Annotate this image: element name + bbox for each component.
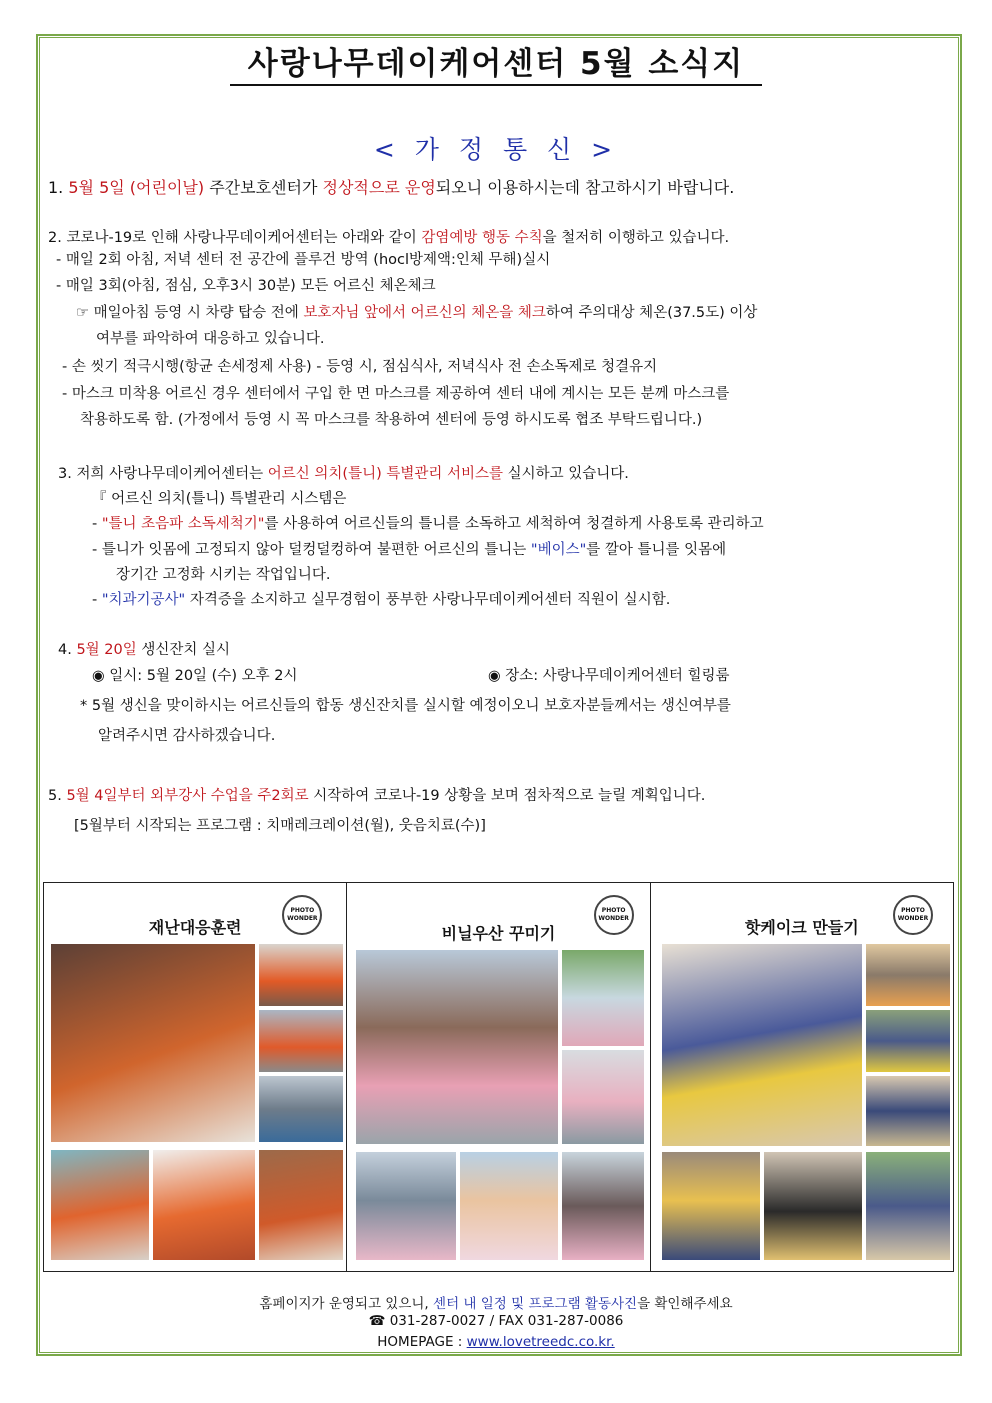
item-2-line-3: - 매일 3회(아침, 점심, 오후3시 30분) 모든 어르신 체온체크 [56,278,436,294]
footer-homepage: HOMEPAGE : www.lovetreedc.co.kr. [377,1334,615,1350]
item-1: 1. 5월 5일 (어린이날) 주간보호센터가 정상적으로 운영되오니 이용하시는데 참고하시기 바랍니다. [48,178,735,197]
item-4-date: ◉ 일시: 5월 20일 (수) 오후 2시 [92,668,298,684]
item-3-line-4: - 틀니가 잇몸에 고정되지 않아 덜컹덜컹하여 불편한 어르신의 틀니는 "베이스"를 깔아 틀니를 잇몸에 [92,542,727,558]
photo-panel-pancake [651,883,953,1271]
photo-wonder-logo: PHOTO WONDER [893,895,933,935]
item-3-line-1: 3. 저희 사랑나무데이케어센터는 어르신 의치(틀니) 특별관리 서비스를 실시하고 있습니다. [58,466,629,482]
item-2-line-8: 착용하도록 함. (가정에서 등영 시 꼭 마스크를 착용하여 센터에 등영 하시도록 협조 부탁드립니다.) [80,412,703,428]
footer-contact: ☎ 031-287-0027 / FAX 031-287-0086 [368,1313,624,1329]
item-2-line-5: 여부를 파악하여 대응하고 있습니다. [96,331,325,347]
item-4-line-3: * 5월 생신을 맞이하시는 어르신들의 합동 생신잔치를 실시할 예정이오니 보호자분들께서는 생신여부를 [80,698,731,714]
item-4-place: ◉ 장소: 사랑나무데이케어센터 힐링룸 [488,668,730,684]
item-2-line-1: 2. 코로나-19로 인해 사랑나무데이케어센터는 아래와 같이 감염예방 행동 수칙을 철저히 이행하고 있습니다. [48,230,730,246]
item-2-line-6: - 손 씻기 적극시행(항균 손세정제 사용) - 등영 시, 점심식사, 저녁식사 전 손소독제로 청결유지 [62,359,658,375]
photo-image [763,1151,863,1261]
footer-notice: 홈페이지가 운영되고 있으니, 센터 내 일정 및 프로그램 활동사진을 확인해주세요 [259,1296,733,1312]
photo-panel-title: 핫케이크 만들기 [744,918,859,937]
item-2-line-4: ☞ 매일아침 등영 시 차량 탑승 전에 보호자님 앞에서 어르신의 체온을 체크하여 주의대상 체온(37.5도) 이상 [76,305,758,321]
photo-image [50,943,256,1143]
photo-wonder-logo: PHOTO WONDER [594,895,634,935]
photo-image [152,1149,256,1261]
photo-image [258,1009,344,1073]
photo-image [355,949,559,1145]
photo-image [561,949,645,1047]
photo-image [865,1009,951,1073]
item-3-line-5: 장기간 고정화 시키는 작업입니다. [116,567,331,583]
item-2-line-2: - 매일 2회 아침, 저녁 센터 전 공간에 플루건 방역 (hocl방제액:인체 무해)실시 [56,252,551,268]
photo-image [865,1151,951,1261]
item-4-line-4: 알려주시면 감사하겠습니다. [98,728,276,744]
photo-wonder-logo: PHOTO WONDER [282,895,322,935]
photo-image [258,943,344,1007]
photo-image [50,1149,150,1261]
page-title: 사랑나무데이케어센터 5월 소식지 [0,38,992,83]
photo-image [459,1151,559,1261]
item-3-line-2: 『 어르신 의치(틀니) 특별관리 시스템은 [92,491,347,507]
photo-image [661,943,863,1147]
homepage-link[interactable]: www.lovetreedc.co.kr. [466,1334,615,1350]
item-3-line-6: - "치과기공사" 자격증을 소지하고 실무경험이 풍부한 사랑나무데이케어센터 직원이 실시함. [92,592,671,608]
photo-image [258,1075,344,1143]
item-4-line-1: 4. 5월 20일 생신잔치 실시 [58,642,231,658]
item-2-line-7: - 마스크 미착용 어르신 경우 센터에서 구입 한 면 마스크를 제공하여 센터 내에 계시는 모든 분께 마스크를 [62,386,730,402]
photo-image [561,1151,645,1261]
item-5-line-2: [5월부터 시작되는 프로그램 : 치매레크레이션(월), 웃음치료(수)] [74,818,486,834]
photo-image [865,1075,951,1147]
item-3-line-3: - "틀니 초음파 소독세척기"를 사용하여 어르신들의 틀니를 소독하고 세척하여 청결하게 사용토록 관리하고 [92,516,764,532]
photo-image [355,1151,457,1261]
photo-panel-umbrella [347,883,650,1271]
photo-image [661,1151,761,1261]
photo-image [865,943,951,1007]
section-subtitle: < 가 정 통 신 > [373,135,619,164]
photo-panel-title: 비닐우산 꾸미기 [441,924,556,943]
item-5-line-1: 5. 5월 4일부터 외부강사 수업을 주2회로 시작하여 코로나-19 상황을 보며 점차적으로 늘릴 계획입니다. [48,788,706,804]
photo-gallery [43,882,954,1272]
photo-panel-disaster-drill [44,883,347,1271]
photo-image [258,1149,344,1261]
photo-panel-title: 재난대응훈련 [148,918,242,937]
photo-image [561,1049,645,1145]
